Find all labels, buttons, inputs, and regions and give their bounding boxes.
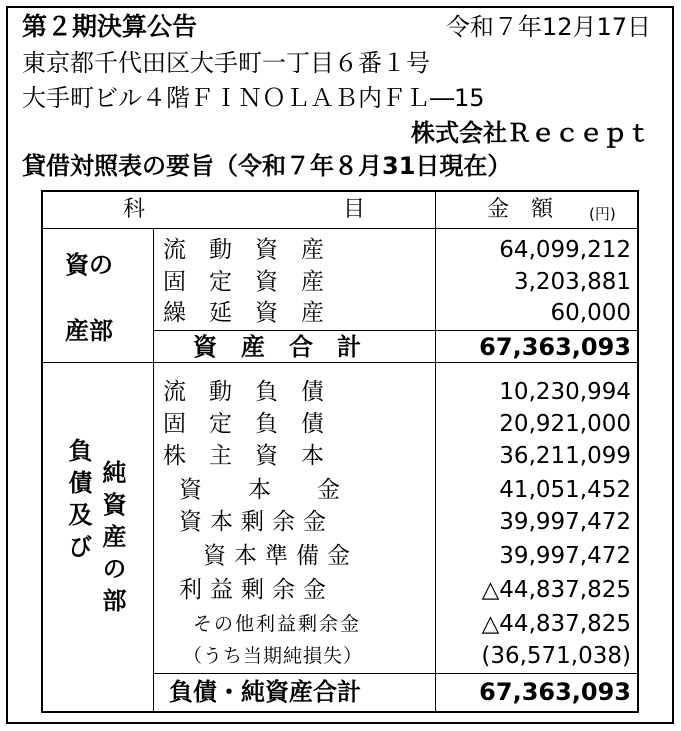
company-name: 株式会社Ｒｅｃｅｐｔ [411, 119, 651, 147]
notice-title: 第２期決算公告 [22, 12, 198, 41]
liab-row-name: 資本準備金 [203, 543, 358, 569]
address-line-1: 東京都千代田区大手町一丁目６番１号 [22, 49, 430, 77]
liab-row-amount: (36,571,038) [481, 643, 631, 669]
asset-row-amount: 64,099,212 [499, 237, 631, 263]
notice-date: 令和７年12月17日 [445, 13, 651, 41]
liab-row-amount: 20,921,000 [499, 411, 631, 437]
asset-row-name: 流 動 資 産 [163, 237, 324, 263]
header-kamoku-2: 目 [343, 197, 366, 222]
liab-row-name: 株 主 資 本 [163, 443, 324, 469]
statement-subtitle: 貸借対照表の要旨（令和７年８月31日現在） [22, 152, 512, 180]
address-line-2: 大手町ビル４階ＦＩＮＯＬＡＢ内ＦＬ―15 [22, 84, 485, 112]
liab-row-name: （うち当期純損失） [183, 645, 364, 667]
assets-section-label-1: 資の [65, 251, 113, 279]
liab-section-label-col2: 純資産の部 [98, 460, 126, 620]
liab-row-amount: 36,211,099 [499, 443, 631, 469]
liab-row-amount: 10,230,994 [499, 379, 631, 405]
liab-row-name: 利益剰余金 [179, 577, 334, 603]
assets-total-label: 資 産 合 計 [193, 333, 361, 361]
header-kingaku: 金 額 [487, 197, 554, 222]
assets-total-divider [153, 330, 639, 331]
liab-total-label: 負債・純資産合計 [169, 678, 361, 706]
balance-sheet-table [41, 190, 639, 713]
liab-row-name: 資 本 金 [179, 477, 340, 503]
liab-section-label-col1: 負債及び [64, 438, 92, 566]
liab-row-name: 固 定 負 債 [163, 411, 324, 437]
liab-row-amount: 41,051,452 [499, 477, 631, 503]
liab-label-divider [153, 362, 154, 713]
liab-row-amount: △44,837,825 [481, 611, 631, 637]
liab-row-amount: 39,997,472 [499, 543, 631, 569]
liab-row-name: 流 動 負 債 [163, 379, 324, 405]
amount-column-divider [435, 192, 436, 711]
asset-row-amount: 60,000 [550, 300, 631, 326]
asset-row-amount: 3,203,881 [513, 269, 631, 295]
liab-total-divider [153, 673, 639, 674]
liab-row-name: その他利益剰余金 [193, 613, 362, 635]
assets-total-amount: 67,363,093 [479, 333, 631, 361]
liab-row-amount: △44,837,825 [481, 577, 631, 603]
liab-total-amount: 67,363,093 [479, 678, 631, 706]
liab-row-amount: 39,997,472 [499, 509, 631, 535]
assets-section-label-2: 産部 [65, 317, 113, 345]
header-unit: (円) [589, 205, 616, 223]
header-divider [43, 228, 637, 229]
assets-divider [43, 362, 637, 363]
asset-row-name: 繰 延 資 産 [163, 300, 324, 326]
liab-row-name: 資本剰余金 [179, 509, 334, 535]
asset-row-name: 固 定 資 産 [163, 269, 324, 295]
header-kamoku-1: 科 [123, 197, 146, 222]
assets-label-divider [153, 228, 154, 362]
